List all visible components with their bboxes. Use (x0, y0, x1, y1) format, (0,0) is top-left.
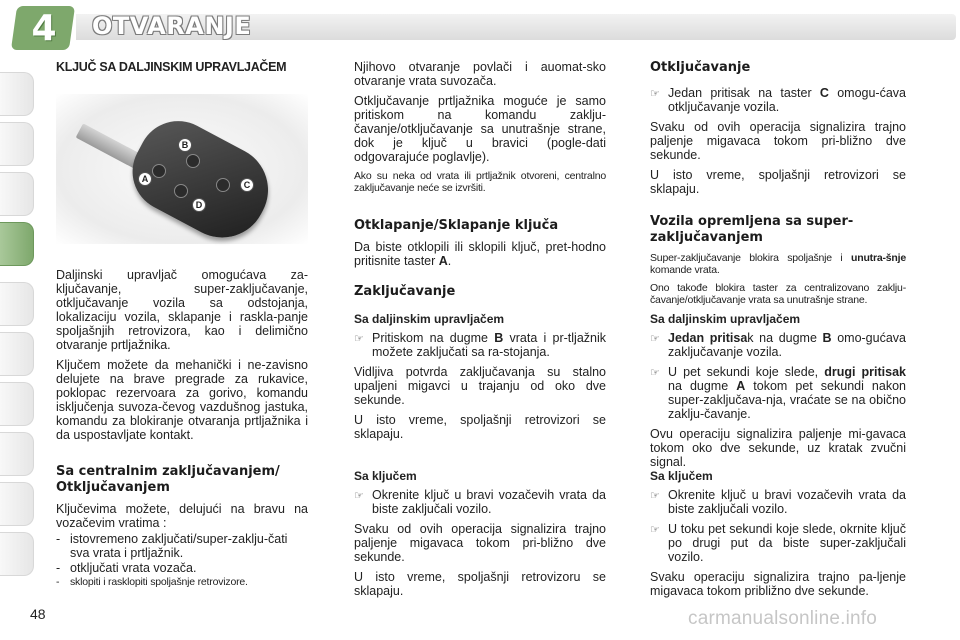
note: Ono takođe blokira taster za centralizovano zaklju-čavanje/otključavanje vrata sa unutrašnje strane. (650, 282, 906, 306)
subheading-key: Sa ključem (354, 469, 417, 483)
chapter-side-tabs (0, 72, 34, 582)
key-button-c (216, 178, 230, 192)
side-tab-7[interactable] (0, 382, 34, 426)
paragraph: Vidljiva potvrda zaključavanja su stalno upaljeni migavci u trajanju od oko dve sekunde. (354, 365, 606, 407)
section-heading-locking: Zaključavanje (354, 284, 456, 299)
key-button-d (174, 184, 188, 198)
chapter-number: 4 (31, 8, 57, 49)
paragraph: Daljinski upravljač omogućava za-ključavanje, super-zaključavanje, otključavanje vozila sa odstojanja, lokalizaciju vozila, sklapanje i raskla-panje spoljašnjih retrovizora, kao i delimično otvaranje prtljažnika. (56, 268, 308, 352)
paragraph: Da biste otklopili ili sklopili ključ, pret-hodno pritisnite taster A. (354, 240, 606, 268)
side-tab-9[interactable] (0, 482, 34, 526)
paragraph: Ovu operaciju signalizira paljenje mi-gavaca tokom oko dve sekunde, uz kratak zvučni signal. (650, 427, 906, 469)
column-2 (354, 60, 606, 604)
list-item: ☞ U toku pet sekundi koje slede, okrnite ključ po drugi put da biste super-zaključali vozilo. (650, 522, 906, 564)
paragraph: Svaku od ovih operacija signalizira trajno paljenje migavaca tokom pri-bližno dve sekunde. (650, 120, 906, 162)
section-heading-central-locking: Sa centralnim zaključavanjem/ Otključavanjem (56, 464, 280, 495)
key-label-a: A (138, 172, 152, 186)
list-item: ☞ Pritiskom na dugme B vrata i pr-tljažnik možete zaključati sa ra-stojanja. (354, 331, 606, 359)
central-locking-list (56, 532, 308, 588)
side-tab-1[interactable] (0, 72, 34, 116)
subheading-remote: Sa daljinskim upravljačem (650, 312, 801, 326)
section-heading-fold-key: Otklapanje/Sklapanje ključa (354, 218, 559, 233)
header (0, 0, 960, 52)
paragraph: Ključevima možete, delujući na bravu na vozačevim vratima : (56, 502, 308, 530)
list-item: - otključati vrata vozača. (56, 561, 197, 575)
key-label-b: B (178, 138, 192, 152)
section-heading-unlocking: Otključavanje (650, 60, 751, 75)
section-heading-key: KLJUČ SA DALJINSKIM UPRAVLJAČEM (56, 60, 287, 74)
pointing-hand-icon: ☞ (650, 88, 660, 100)
list-item: ☞ Jedan pritisak na taster C omogu-ćava otključavanje vozila. (650, 86, 906, 114)
pointing-hand-icon: ☞ (650, 367, 660, 379)
subheading-remote: Sa daljinskim upravljačem (354, 312, 505, 326)
column-3 (650, 60, 906, 604)
side-tab-3[interactable] (0, 172, 34, 216)
paragraph: Svaku operaciju signalizira trajno pa-ljenje migavaca tokom približno dve sekunde. (650, 570, 906, 598)
key-label-d: D (192, 198, 206, 212)
list-item: ☞ Jedan pritisak na dugme B omo-gućava zaključavanje vozila. (650, 331, 906, 359)
column-1 (56, 60, 308, 589)
subheading-key: Sa ključem (650, 469, 713, 483)
side-tab-5[interactable] (0, 282, 34, 326)
key-button-a (152, 164, 166, 178)
watermark: carmanualsonline.info (688, 608, 878, 629)
list-item: ☞ U pet sekundi koje slede, drugi pritisak na dugme A tokom pet sekundi nakon super-zaključava-nja, vraćate se na obično zaklju-čavanje. (650, 365, 906, 421)
paragraph: Otključavanje prtljažnika moguće je samo pritiskom na komandu zaklju-čavanje/otključavanje sa unutrašnje strane, dok je ključ u bravici (pogle-dati odgovarajuće poglavlje). (354, 94, 606, 164)
page-number: 48 (30, 606, 46, 622)
list-item: - sklopiti i rasklopiti spoljašnje retrovizore. (56, 576, 248, 588)
pointing-hand-icon: ☞ (650, 524, 660, 536)
side-tab-4-active[interactable] (0, 222, 34, 266)
paragraph: Ključem možete da mehanički i ne-zavisno delujete na brave pregrade za rukavice, poklopac rezervoara za gorivo, komandu isključenja suvoza-čevog vazdušnog jastuka, komandu za blokiranje otvaranja prtljažnika i da uspostavljate kontakt. (56, 358, 308, 442)
paragraph: Njihovo otvaranje povlači i auomat-sko otvaranje vrata suvozača. (354, 60, 606, 88)
side-tab-8[interactable] (0, 432, 34, 476)
side-tab-6[interactable] (0, 332, 34, 376)
page-title: OTVARANJE (92, 12, 252, 40)
side-tab-2[interactable] (0, 122, 34, 166)
side-tab-10[interactable] (0, 532, 34, 576)
paragraph: U isto vreme, spoljašnji retrovizori se sklapaju. (354, 413, 606, 441)
note: Super-zaključavanje blokira spoljašnje i unutra-šnje komande vrata. (650, 252, 906, 276)
pointing-hand-icon: ☞ (650, 333, 660, 345)
list-item: - istovremeno zaključati/super-zaklju-čati sva vrata i prtljažnik. (56, 532, 288, 560)
note: Ako su neka od vrata ili prtljažnik otvoreni, centralno zaključavanje neće se izvršiti. (354, 170, 606, 194)
pointing-hand-icon: ☞ (354, 333, 364, 345)
key-label-c: C (240, 178, 254, 192)
list-item: ☞ Okrenite ključ u bravi vozačevih vrata da biste zaključali vozilo. (354, 488, 606, 516)
key-button-b (186, 154, 200, 168)
paragraph: Svaku od ovih operacija signalizira trajno paljenje migavaca tokom pri-bližno dve sekunde. (354, 522, 606, 564)
key-remote-image (56, 94, 308, 244)
paragraph: U isto vreme, spoljašnji retrovizori se sklapaju. (650, 168, 906, 196)
paragraph: U isto vreme, spoljašnji retrovizoru se sklapaju. (354, 570, 606, 598)
list-item: ☞ Okrenite ključ u bravi vozačevih vrata da biste zaključali vozilo. (650, 488, 906, 516)
pointing-hand-icon: ☞ (650, 490, 660, 502)
section-heading-super-locking: Vozila opremljena sa super-zaključavanjem (650, 214, 854, 245)
pointing-hand-icon: ☞ (354, 490, 364, 502)
